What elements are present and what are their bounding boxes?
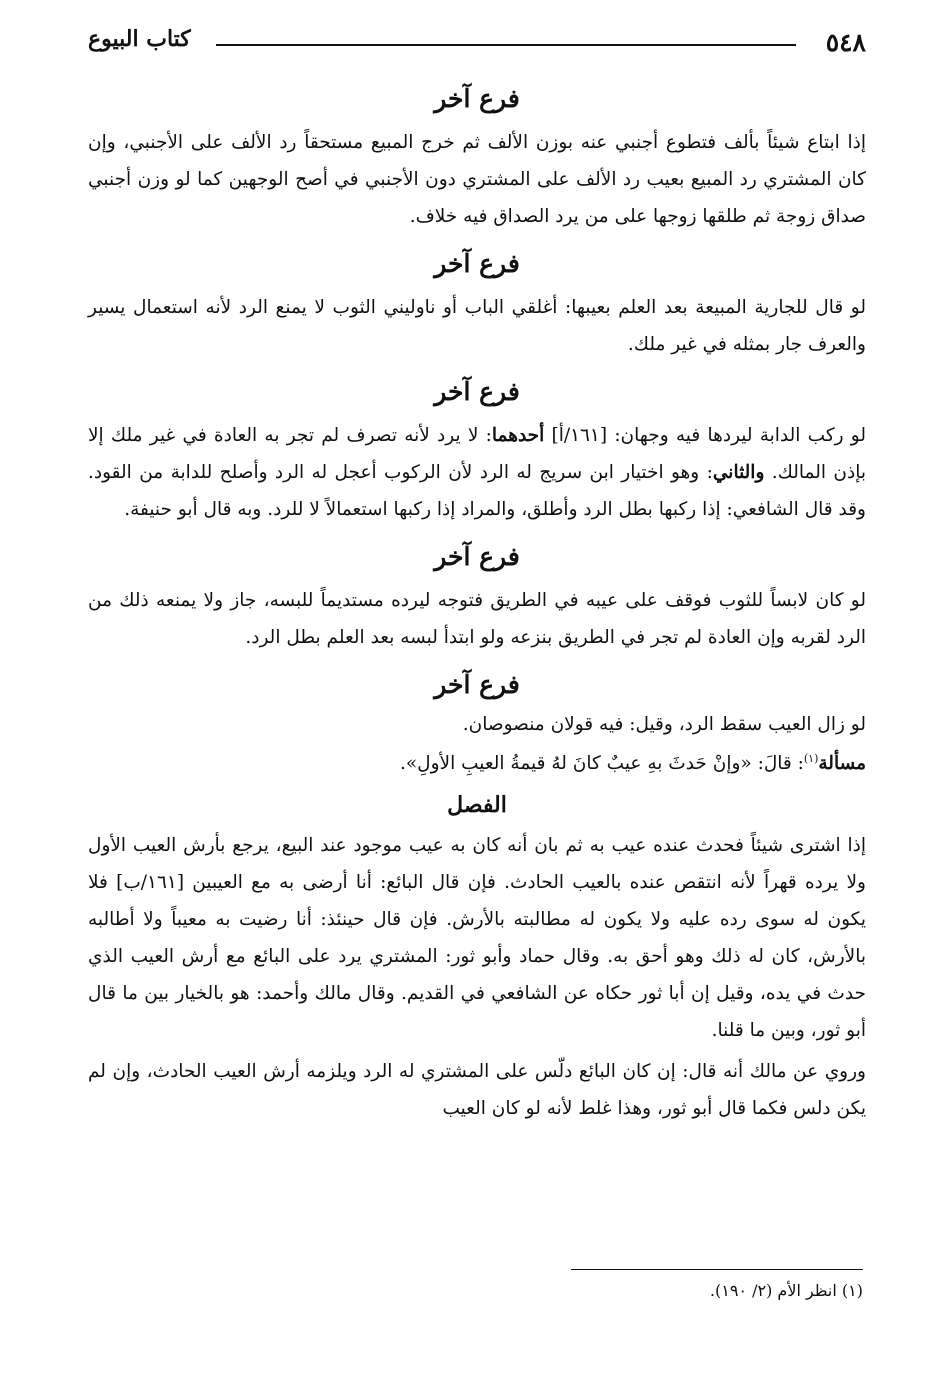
- page-body: [88, 70, 866, 1131]
- bold-term: أحدهما: [491, 425, 545, 446]
- header-rule: [216, 44, 796, 46]
- footnote: (١) انظر الأم (٢/ ١٩٠).: [709, 1281, 863, 1300]
- section-heading: فرع آخر: [434, 84, 520, 113]
- paragraph: لو كان لابساً للثوب فوقف على عيبه في الطريق فتوجه ليرده مستديماً للبسه، جاز ولا يمنعه ذلك من الرد لقربه وإن العادة لم تجر في الطريق بنزعه ولو ابتدأ لبسه بعد العلم بطل الرد.: [88, 590, 866, 648]
- bold-term: والثاني: [712, 462, 765, 483]
- paragraph: لو زال العيب سقط الرد، وقيل: فيه قولان منصوصان.: [462, 714, 866, 735]
- masala-label: مسألة: [818, 753, 866, 775]
- book-title: كتاب البيوع: [88, 26, 191, 52]
- paragraph: لو قال للجارية المبيعة بعد العلم بعيبها: أغلقي الباب أو ناوليني الثوب لا يمنع الرد لأنه استعمال يسير والعرف جار بمثله في غير ملك.: [88, 297, 866, 355]
- section-heading: فرع آخر: [434, 249, 520, 278]
- section-heading: فرع آخر: [434, 670, 520, 699]
- footnote-rule: [571, 1269, 863, 1270]
- page-number: ٥٤٨: [825, 28, 866, 57]
- running-header: [88, 22, 866, 62]
- fasl-heading: الفصل: [447, 792, 507, 819]
- paragraph: إذا اشترى شيئاً فحدث عنده عيب به ثم بان أنه كان به عيب موجود عند البيع، يرجع بأرش العيب الأول ولا يرده قهراً لأنه انتقص عنده بالعيب الحادث. فإن قال البائع: أنا أرضى به مع العيبين [١٦١/ب] فلا يكون له سوى رده عليه ولا يكون له مطالبته بالأرش. فإن قال حينئذ: أنا رضيت به معيباً ولا أطالبه بالأرش، كان له ذلك وهو أحق به. وقال حماد وأبو ثور: المشتري يرد على البائع مع أرش العيب الذي حدث في يده، وقيل إن أبا ثور حكاه عن الشافعي في القديم. وقال مالك وأحمد: هو بالخيار بين ما قال أبو ثور، وبين ما قلنا.: [88, 835, 866, 1042]
- section-heading: فرع آخر: [434, 377, 520, 406]
- paragraph: إذا ابتاع شيئاً بألف فتطوع أجنبي عنه بوزن الألف ثم خرج المبيع مستحقاً رد الألف على الأجنبي، وإن كان المشتري رد المبيع بعيب رد الألف على المشتري دون الأجنبي في أصح الوجهين كما لو وزن أجنبي صداق زوجة ثم طلقها زوجها على من يرد الصداق فيه خلاف.: [88, 132, 866, 227]
- masala-line: مسألة$^{(١)}$: قالَ: «وإنْ حَدثَ بهِ عيبٌ كانَ لهُ قيمةُ العيبِ الأولِ».: [399, 752, 866, 775]
- paragraph: وروي عن مالك أنه قال: إن كان البائع دلّس على المشتري له الرد ويلزمه أرش العيب الحادث، وإن لم يكن دلس فكما قال أبو ثور، وهذا غلط لأنه لو كان العيب: [88, 1061, 866, 1120]
- paragraph: لو ركب الدابة ليردها فيه وجهان: [١٦١/أ] أحدهما: لا يرد لأنه تصرف لم تجر به العادة في غير ملك إلا بإذن المالك. والثاني: وهو اختيار ابن سريج له الرد لأن الركوب أعجل له الرد وأصلح للدابة من القود. وقد قال الشافعي: إذا ركبها بطل الرد وأطلق، والمراد إذا ركبها استعمالاً لا للرد. وبه قال أبو حنيفة.: [88, 425, 867, 520]
- footnote-ref: (١): [803, 752, 819, 765]
- section-heading: فرع آخر: [434, 542, 520, 571]
